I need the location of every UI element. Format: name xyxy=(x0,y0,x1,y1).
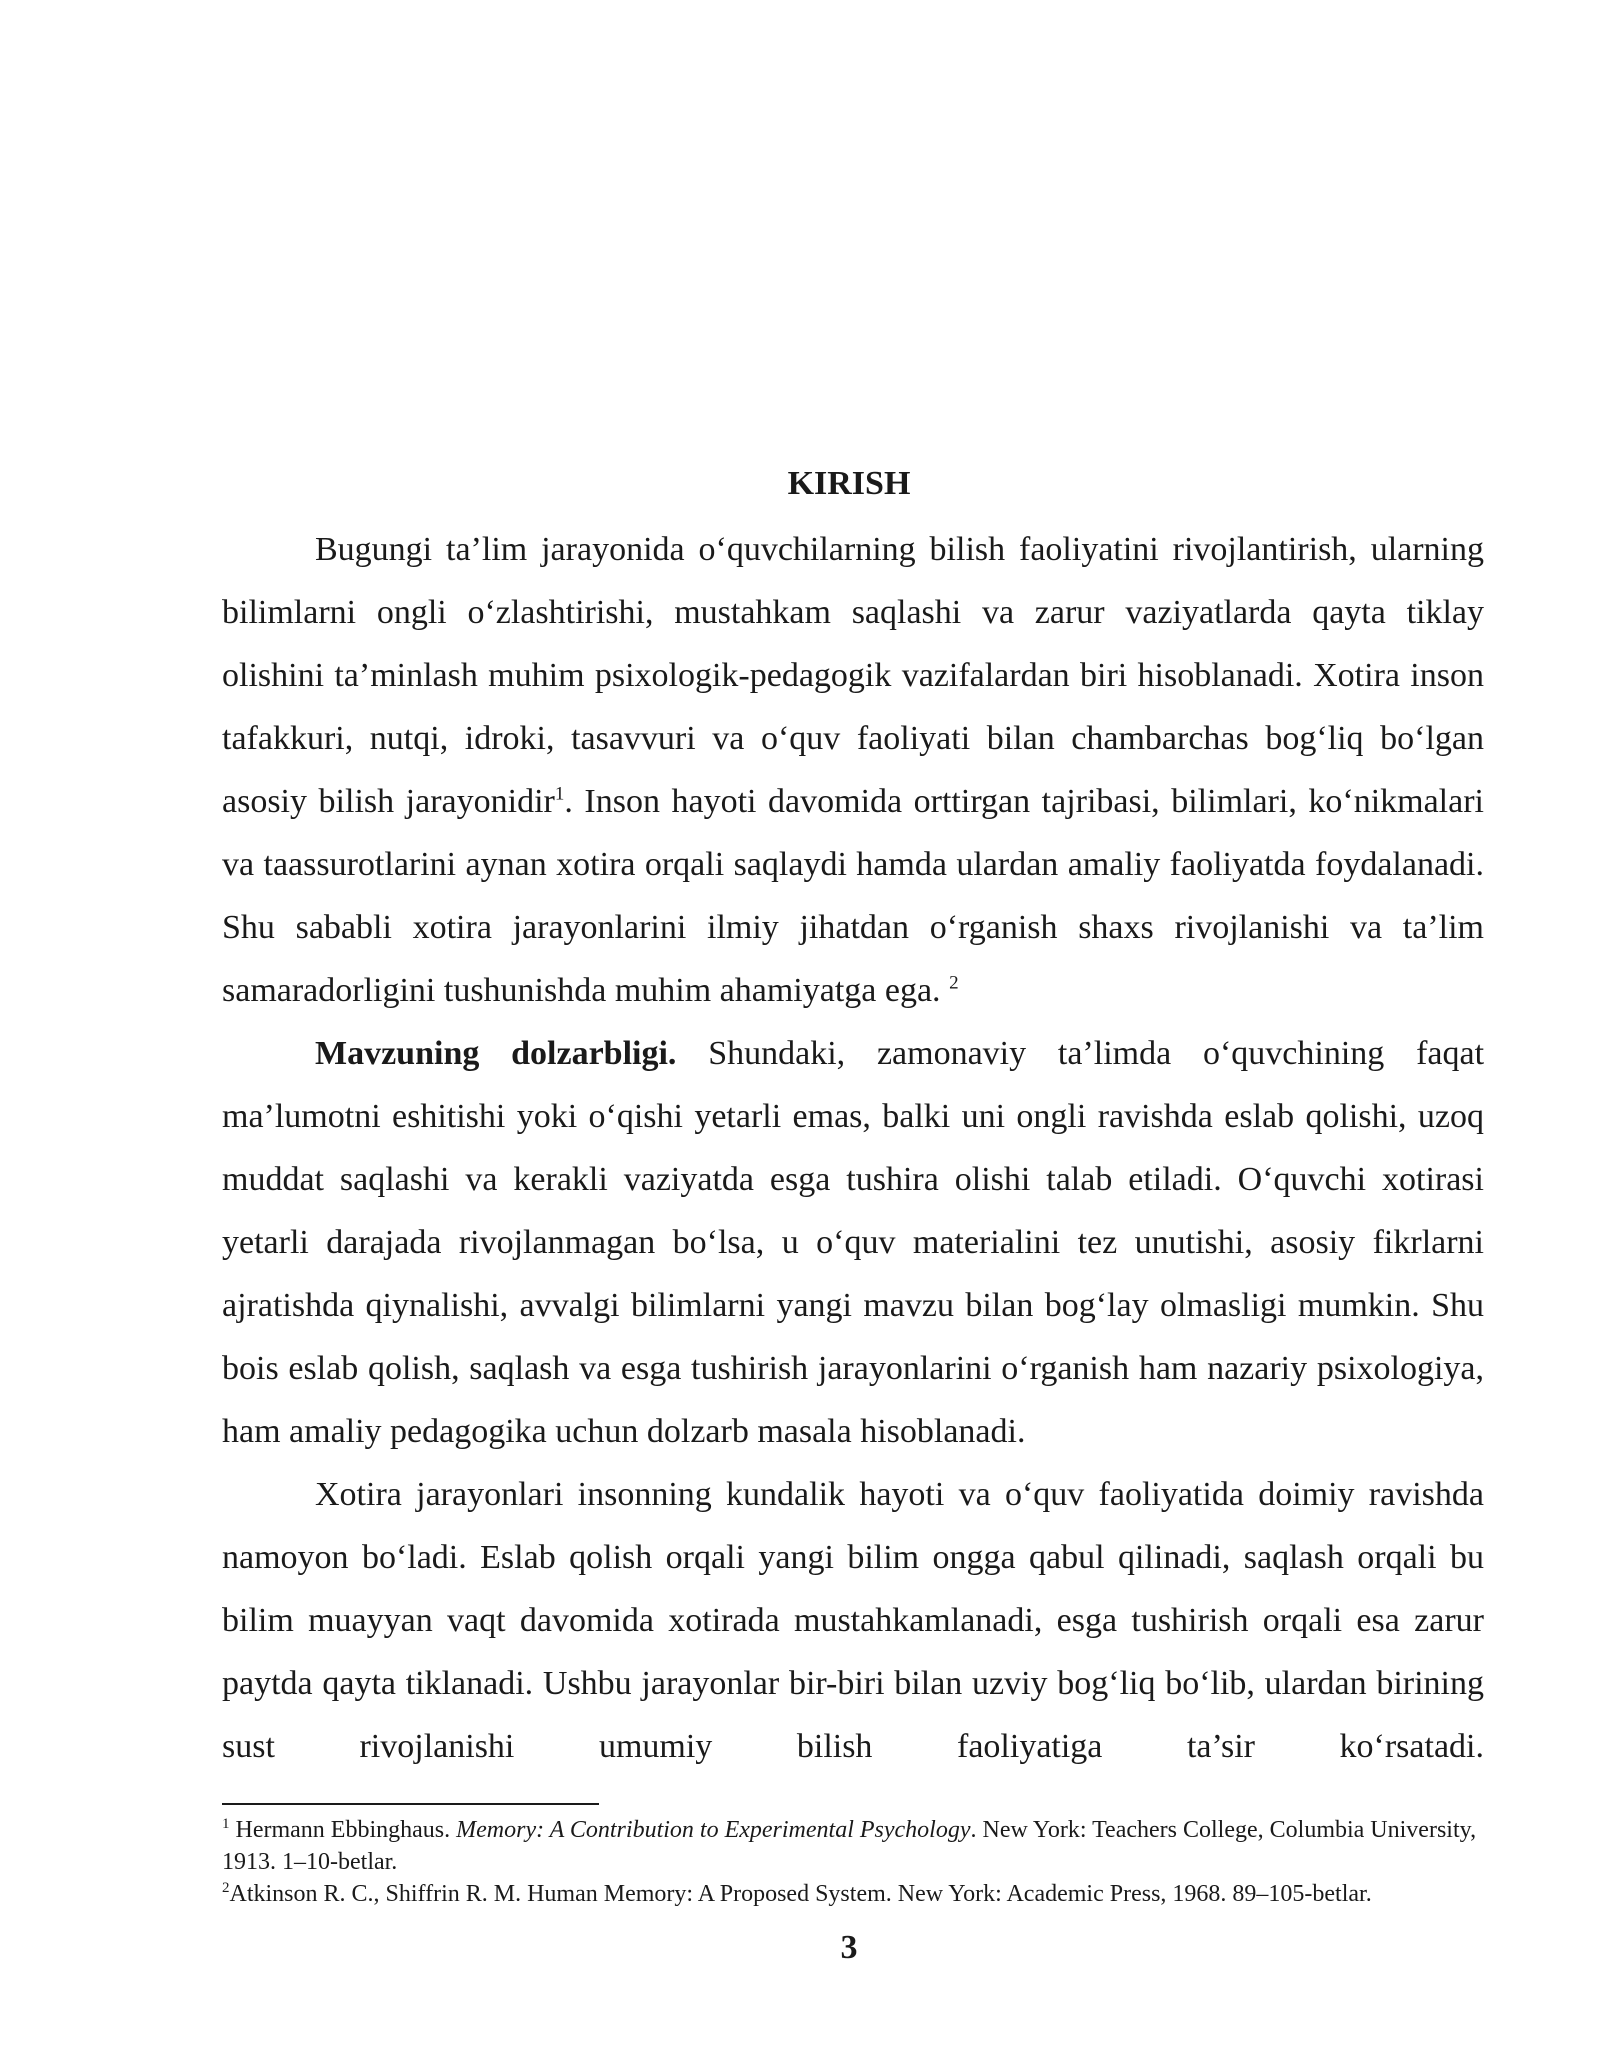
footnote-text: . New York: Teachers College, Columbia University, 1913. 1–10-betlar. xyxy=(222,1817,1477,1875)
page-title: KIRISH xyxy=(787,465,911,502)
main-text xyxy=(222,518,1484,1778)
page-number: 3 xyxy=(840,1929,858,1966)
footnote-1 xyxy=(222,1814,1484,1878)
paragraph-text: Xotira jarayonlari insonning kundalik hayoti va o‘quv faoliyatida doimiy ravishda namoyon bo‘ladi. Eslab qolish orqali yangi bilim ongga qabul qilinadi, saqlash orqali bu bilim muayyan vaqt davomida xotirada mustahkamlanadi, esga tushirish orqali esa zarur paytda qayta tiklanadi. Ushbu jarayonlar bir-biri bilan uzviy bog‘liq bo‘lib, ulardan birining sust rivojlanishi umumiy bilish faoliyatiga ta’sir ko‘rsatadi. xyxy=(222,1476,1484,1765)
paragraph-text: . Inson hayoti davomida orttirgan tajribasi, bilimlari, ko‘nikmalari va taassurotlarini aynan xotira orqali saqlaydi hamda ulardan amaliy faoliyatda foydalanadi. Shu sababli xotira jarayonlarini ilmiy jihatdan o‘rganish shaxs rivojlanishi va ta’lim samaradorligini tushunishda muhim ahamiyatga ega. xyxy=(222,783,1484,1009)
footnote-separator xyxy=(222,1803,599,1805)
paragraph-memory-processes xyxy=(222,1463,1484,1778)
footnote-text: Hermann Ebbinghaus. xyxy=(229,1817,457,1843)
footnote-2 xyxy=(222,1878,1484,1910)
footnote-number: 2 xyxy=(222,1880,230,1896)
footnote-number: 1 xyxy=(222,1816,230,1832)
paragraph-text: Shundaki, zamonaviy ta’limda o‘quvchining faqat ma’lumotni eshitishi yoki o‘qishi yetarli emas, balki uni ongli ravishda eslab qolishi, uzoq muddat saqlashi va kerakli vaziyatda esga tushira olishi talab etiladi. O‘quvchi xotirasi yetarli darajada rivojlanmagan bo‘lsa, u o‘quv materialini tez unutishi, asosiy fikrlarni ajratishda qiynalishi, avvalgi bilimlarni yangi mavzu bilan bog‘lay olmasligi mumkin. Shu bois eslab qolish, saqlash va esga tushirish jarayonlarini o‘rganish ham nazariy psixologiya, ham amaliy pedagogika uchun dolzarb masala hisoblanadi. xyxy=(222,1035,1485,1450)
paragraph-relevance xyxy=(222,1022,1484,1463)
footnote-reference-1[interactable]: 1 xyxy=(554,783,565,805)
paragraph-intro xyxy=(222,518,1484,1022)
paragraph-text: Bugungi ta’lim jarayonida o‘quvchilarning bilish faoliyatini rivojlantirish, ularning bilimlarni ongli o‘zlashtirishi, mustahkam saqlashi va zarur vaziyatlarda qayta tiklay olishini ta’minlash muhim psixologik-pedagogik vazifalardan biri hisoblanadi. Xotira inson tafakkuri, nutqi, idroki, tasavvuri va o‘quv faoliyati bilan chambarchas bog‘liq bo‘lgan asosiy bilish jarayonidir xyxy=(222,531,1484,820)
footnote-reference-2[interactable]: 2 xyxy=(949,972,959,994)
footnote-book-title: Memory: A Contribution to Experimental Psychology xyxy=(456,1817,971,1843)
footnote-text: Atkinson R. C., Shiffrin R. M. Human Memory: A Proposed System. New York: Academic Press, 1968. 89–105-betlar. xyxy=(229,1881,1372,1907)
paragraph-lead-heading: Mavzuning dolzarbligi. xyxy=(315,1035,677,1072)
footnotes xyxy=(222,1814,1484,1910)
